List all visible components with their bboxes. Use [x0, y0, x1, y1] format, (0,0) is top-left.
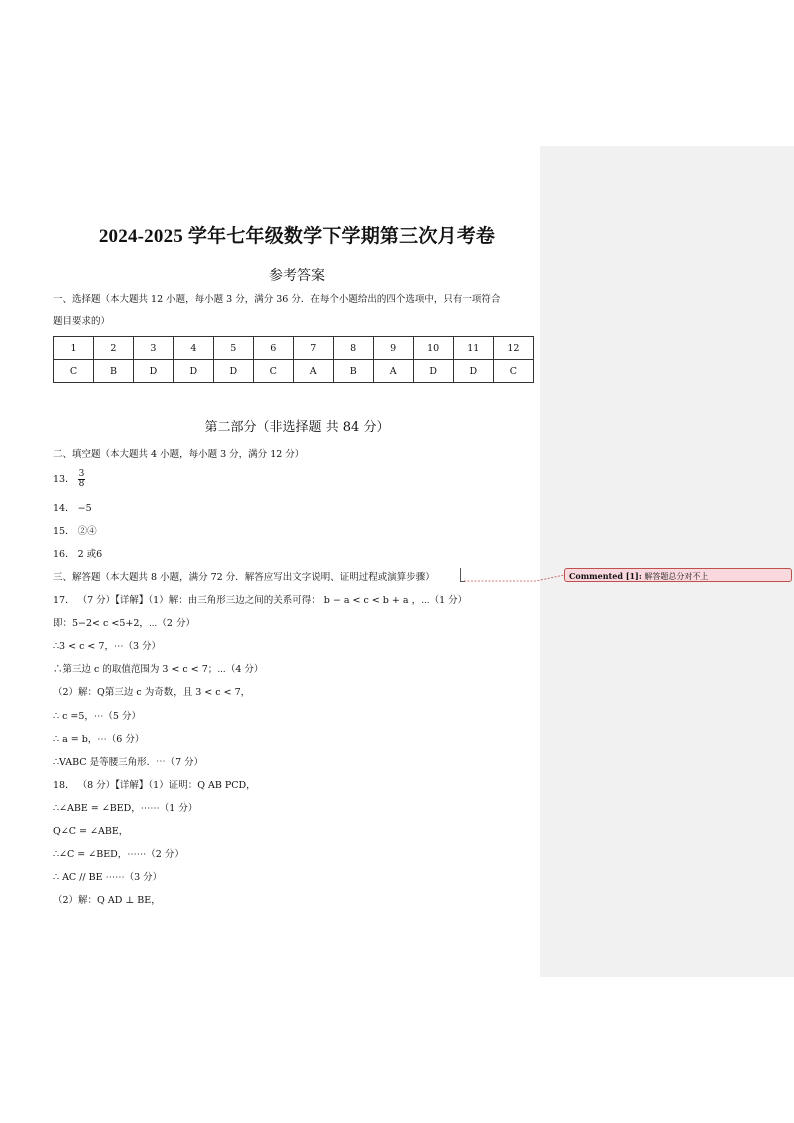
question-number: 6 [253, 337, 293, 360]
question-number: 9 [373, 337, 413, 360]
solution-line: ∴第三边 c 的取值范围为 3 < c < 7；⋯（4 分） [53, 664, 264, 675]
answer-cell: B [93, 360, 133, 383]
answer-cell: B [333, 360, 373, 383]
solution-line: ∴ AC // BE ⋯⋯（3 分） [53, 872, 163, 883]
answer-13 [53, 470, 85, 489]
answer-cell: A [373, 360, 413, 383]
question-number: 5 [213, 337, 253, 360]
answer-cell: C [493, 360, 533, 383]
question-number: 8 [333, 337, 373, 360]
section1-heading-line2: 题目要求的） [53, 315, 111, 327]
section1-heading-line1: 一、选择题（本大题共 12 小题，每小题 3 分，满分 36 分．在每个小题给出的四个选项中，只有一项符合 [53, 294, 501, 305]
solution-line: Q∠C = ∠ABE， [53, 826, 129, 837]
answer-cell: D [413, 360, 453, 383]
solution-line: 18． （8 分）【详解】（1）证明：Q AB PCD， [53, 780, 256, 791]
answer-15: 15． ②④ [53, 526, 97, 537]
solution-line: ∴3 < c < 7，⋯（3 分） [53, 641, 162, 652]
answer-table-numbers-row [54, 337, 534, 360]
answer-cell: A [293, 360, 333, 383]
solution-line: （2）解：Q AD ⊥ BE， [53, 895, 161, 906]
answer-table [53, 336, 534, 383]
answer-table-answers-row [54, 360, 534, 383]
question-number: 11 [453, 337, 493, 360]
solution-line: ∴∠ABE = ∠BED，⋯⋯（1 分） [53, 803, 198, 814]
question-number: 10 [413, 337, 453, 360]
solution-line: ∴ a = b，⋯（6 分） [53, 734, 145, 745]
answer-cell: D [173, 360, 213, 383]
question-number: 7 [293, 337, 333, 360]
answer-13-label: 13． [53, 474, 75, 485]
exam-title: 2024-2025 学年七年级数学下学期第三次月考卷 [98, 226, 496, 247]
answer-key-subtitle: 参考答案 [269, 268, 325, 284]
section2-heading: 二、填空题（本大题共 4 小题，每小题 3 分，满分 12 分） [53, 449, 305, 460]
comment-balloon[interactable] [564, 568, 792, 582]
solution-line: 即：5−2< c <5+2，⋯（2 分） [53, 618, 195, 629]
solution-line: ∴ c =5，⋯（5 分） [53, 711, 141, 722]
question-number: 2 [93, 337, 133, 360]
section1-heading [53, 294, 533, 338]
part2-title: 第二部分（非选择题 共 84 分） [204, 420, 390, 435]
comment-text: 解答题总分对不上 [644, 572, 709, 581]
question-number: 12 [493, 337, 533, 360]
fraction-denominator: 8 [78, 479, 85, 489]
question-number: 4 [173, 337, 213, 360]
solution-line: （2）解：Q第三边 c 为奇数，且 3 < c < 7， [53, 687, 251, 698]
answer-13-fraction [78, 470, 86, 489]
comment-anchor-bracket [460, 568, 465, 582]
answer-14: 14． −5 [53, 503, 92, 514]
solution-line: ∴VABC 是等腰三角形．⋯（7 分） [53, 757, 204, 768]
question-number: 3 [133, 337, 173, 360]
answer-cell: D [213, 360, 253, 383]
answer-cell: C [54, 360, 94, 383]
question-number: 1 [54, 337, 94, 360]
section3-heading: 三、解答题（本大题共 8 小题，满分 72 分．解答应写出文字说明、证明过程或演算步骤） [53, 572, 435, 583]
answer-cell: C [253, 360, 293, 383]
solution-line: 17． （7 分）【详解】（1）解：由三角形三边之间的关系可得： b − a < c < b + a ，⋯（1 分） [53, 595, 468, 606]
solution-line: ∴∠C = ∠BED，⋯⋯（2 分） [53, 849, 184, 860]
fraction-numerator: 3 [78, 469, 85, 479]
answer-16: 16． 2 或6 [53, 549, 103, 560]
comment-author: Commented [1]: [569, 571, 642, 581]
answer-cell: D [453, 360, 493, 383]
answer-cell: D [133, 360, 173, 383]
